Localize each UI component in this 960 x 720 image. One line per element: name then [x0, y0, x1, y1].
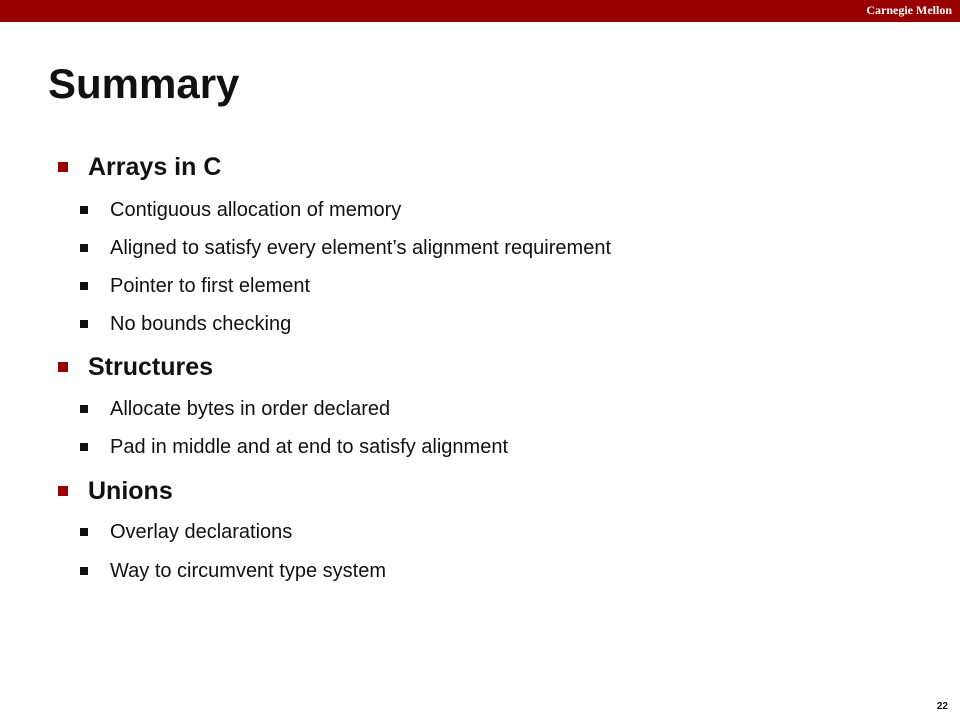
- list-item-text: Aligned to satisfy every element’s alignment requirement: [110, 237, 611, 259]
- slide-title: Summary: [48, 60, 240, 107]
- section-heading-text: Arrays in C: [88, 153, 222, 181]
- square-bullet-icon: [80, 528, 88, 536]
- list-item-text: No bounds checking: [110, 313, 292, 335]
- square-bullet-icon: [80, 282, 88, 290]
- square-bullet-icon: [80, 206, 88, 214]
- square-bullet-icon: [58, 362, 68, 372]
- square-bullet-icon: [80, 443, 88, 451]
- page-number: 22: [936, 701, 948, 712]
- section-heading-text: Structures: [88, 353, 214, 381]
- list-item-text: Contiguous allocation of memory: [110, 199, 402, 221]
- section-heading-text: Unions: [88, 477, 173, 505]
- list-item-text: Way to circumvent type system: [110, 560, 386, 582]
- square-bullet-icon: [58, 162, 68, 172]
- square-bullet-icon: [58, 486, 68, 496]
- list-item-text: Allocate bytes in order declared: [110, 398, 391, 420]
- square-bullet-icon: [80, 320, 88, 328]
- header-bar: [0, 0, 960, 22]
- brand-label: Carnegie Mellon: [866, 3, 952, 17]
- list-item-text: Pad in middle and at end to satisfy alignment: [110, 436, 509, 458]
- square-bullet-icon: [80, 567, 88, 575]
- list-item-text: Overlay declarations: [110, 521, 293, 543]
- list-item-text: Pointer to first element: [110, 275, 311, 297]
- square-bullet-icon: [80, 244, 88, 252]
- square-bullet-icon: [80, 405, 88, 413]
